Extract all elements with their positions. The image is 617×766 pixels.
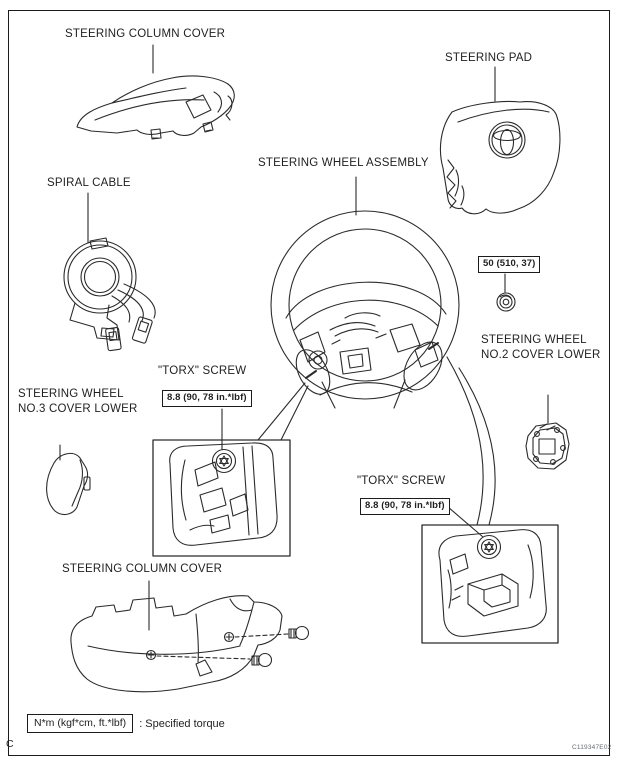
wheel-set-nut-drawing bbox=[497, 293, 515, 311]
label-no2-cover-lower bbox=[481, 333, 601, 363]
label-steering-pad: STEERING PAD bbox=[445, 52, 533, 64]
label-no2-line1: STEERING WHEEL bbox=[481, 334, 587, 346]
torx-detail-inset-left bbox=[153, 440, 290, 556]
steering-wheel-assembly-drawing bbox=[271, 211, 459, 408]
label-steering-column-cover-bottom: STEERING COLUMN COVER bbox=[62, 563, 223, 575]
steering-column-cover-lower-drawing bbox=[71, 596, 309, 692]
label-steering-column-cover-top: STEERING COLUMN COVER bbox=[65, 28, 226, 40]
label-torx-screw-left: "TORX" SCREW bbox=[158, 365, 247, 377]
label-no2-line2: NO.2 COVER LOWER bbox=[481, 349, 601, 361]
label-steering-wheel-assembly: STEERING WHEEL ASSEMBLY bbox=[258, 157, 429, 169]
tapping-screw-icon bbox=[289, 627, 309, 640]
torque-spec-torx-left: 8.8 (90, 78 in.*lbf) bbox=[162, 390, 252, 407]
page-corner-letter: C bbox=[6, 738, 14, 750]
torx-screw-icon bbox=[478, 536, 501, 559]
no2-cover-lower-drawing bbox=[526, 423, 569, 469]
label-no3-line2: NO.3 COVER LOWER bbox=[18, 403, 138, 415]
label-spiral-cable: SPIRAL CABLE bbox=[47, 177, 131, 189]
label-no3-cover-lower bbox=[18, 387, 138, 417]
label-no3-line1: STEERING WHEEL bbox=[18, 388, 124, 400]
torque-unit-box: N*m (kgf*cm, ft.*lbf) bbox=[27, 714, 133, 733]
torx-screw-icon bbox=[213, 450, 236, 473]
leader-lines bbox=[60, 45, 548, 630]
steering-column-cover-upper-drawing bbox=[77, 76, 234, 139]
tapping-screw-icon bbox=[252, 654, 272, 667]
label-torx-screw-right: "TORX" SCREW bbox=[357, 475, 446, 487]
torx-detail-inset-right bbox=[422, 525, 558, 643]
spiral-cable-drawing bbox=[64, 238, 155, 351]
torque-spec-torx-right: 8.8 (90, 78 in.*lbf) bbox=[360, 498, 450, 515]
inset-right-callout-lines bbox=[447, 357, 495, 537]
torque-spec-wheel-set-nut: 50 (510, 37) bbox=[478, 256, 540, 273]
figure-code: C119347E02 bbox=[572, 744, 612, 751]
inset-left-callout-lines bbox=[258, 383, 308, 440]
torque-legend-description: : Specified torque bbox=[139, 717, 225, 730]
no3-cover-lower-drawing bbox=[47, 453, 90, 514]
torque-legend bbox=[27, 714, 225, 733]
toyota-logo-icon bbox=[489, 122, 525, 158]
steering-pad-drawing bbox=[440, 101, 559, 213]
